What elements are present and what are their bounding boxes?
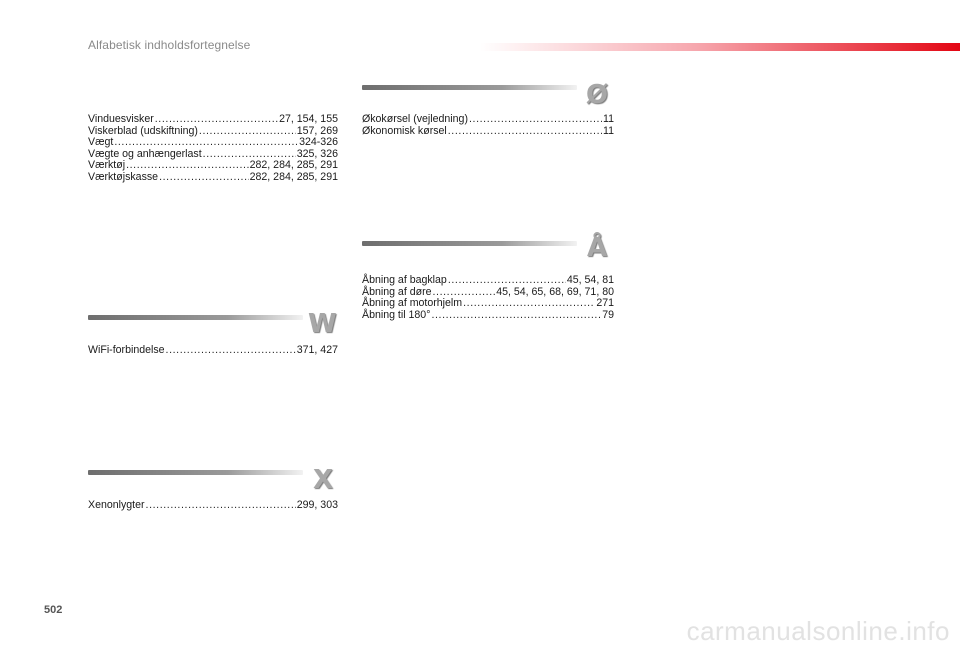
entry-pages: 45, 54, 81 xyxy=(566,274,614,286)
entry-term: Xenonlygter xyxy=(88,499,145,511)
dot-leader xyxy=(463,298,595,310)
entry-term: Vægte og anhængerlast xyxy=(88,147,202,160)
entry-term: Økonomisk kørsel xyxy=(362,124,447,137)
index-entry xyxy=(362,126,614,138)
entry-pages: 282, 284, 285, 291 xyxy=(249,170,338,183)
dot-leader xyxy=(469,114,602,126)
entry-pages: 27, 154, 155 xyxy=(279,113,338,125)
entry-pages: 271 xyxy=(596,297,614,310)
watermark: carmanualsonline.info xyxy=(686,616,950,646)
entry-pages: 157, 269 xyxy=(296,124,338,137)
section-letter-oe: Ø xyxy=(586,80,609,110)
entry-term: Værktøj xyxy=(88,159,126,172)
entry-term: Økokørsel (vejledning) xyxy=(362,113,468,125)
dot-leader xyxy=(159,172,249,184)
section-divider xyxy=(362,85,577,90)
entry-list xyxy=(362,275,614,321)
entry-pages: 325, 326 xyxy=(296,147,338,160)
entry-pages: 45, 54, 65, 68, 69, 71, 80 xyxy=(496,285,614,298)
header-accent-bar xyxy=(480,43,960,51)
entry-pages: 324-326 xyxy=(299,136,338,149)
entry-term: Åbning til 180° xyxy=(362,308,431,321)
entry-term: Værktøjskasse xyxy=(88,170,159,183)
index-entry xyxy=(88,500,338,512)
dot-leader xyxy=(166,345,296,357)
entry-term: Åbning af motorhjelm xyxy=(362,297,463,310)
section-letter-aa: Å xyxy=(587,233,608,263)
dot-leader xyxy=(448,275,566,287)
entry-pages: 371, 427 xyxy=(296,344,338,356)
section-divider xyxy=(362,241,577,246)
entry-term: Åbning af bagklap xyxy=(362,274,447,286)
index-entry xyxy=(88,345,338,357)
page-title: Alfabetisk indholdsfortegnelse xyxy=(88,38,251,52)
entry-term: WiFi-forbindelse xyxy=(88,344,165,356)
entry-pages: 79 xyxy=(602,308,614,321)
index-entry xyxy=(362,114,614,126)
entry-term: Åbning af døre xyxy=(362,285,432,298)
section-divider xyxy=(88,470,303,475)
entry-pages: 282, 284, 285, 291 xyxy=(249,159,338,172)
dot-leader xyxy=(155,114,278,126)
section-letter-x: X xyxy=(313,465,334,495)
dot-leader xyxy=(448,126,602,138)
page-number: 502 xyxy=(44,604,63,616)
section-letter-w: W xyxy=(308,309,337,339)
section-divider xyxy=(88,315,303,320)
entry-list xyxy=(88,114,338,184)
entry-term: Vægt xyxy=(88,136,114,149)
index-entry xyxy=(362,310,614,322)
dot-leader xyxy=(431,310,601,322)
entry-pages: 11 xyxy=(603,124,614,137)
entry-pages: 299, 303 xyxy=(296,499,338,511)
entry-term: Vinduesvisker xyxy=(88,113,154,125)
index-entry xyxy=(362,275,614,287)
index-entry xyxy=(88,114,338,126)
entry-list xyxy=(362,114,614,137)
entry-term: Viskerblad (udskiftning) xyxy=(88,124,198,137)
index-entry xyxy=(88,172,338,184)
entry-list xyxy=(88,500,338,512)
entry-pages: 11 xyxy=(603,113,614,125)
dot-leader xyxy=(199,126,296,138)
dot-leader xyxy=(146,500,296,512)
entry-list xyxy=(88,345,338,357)
